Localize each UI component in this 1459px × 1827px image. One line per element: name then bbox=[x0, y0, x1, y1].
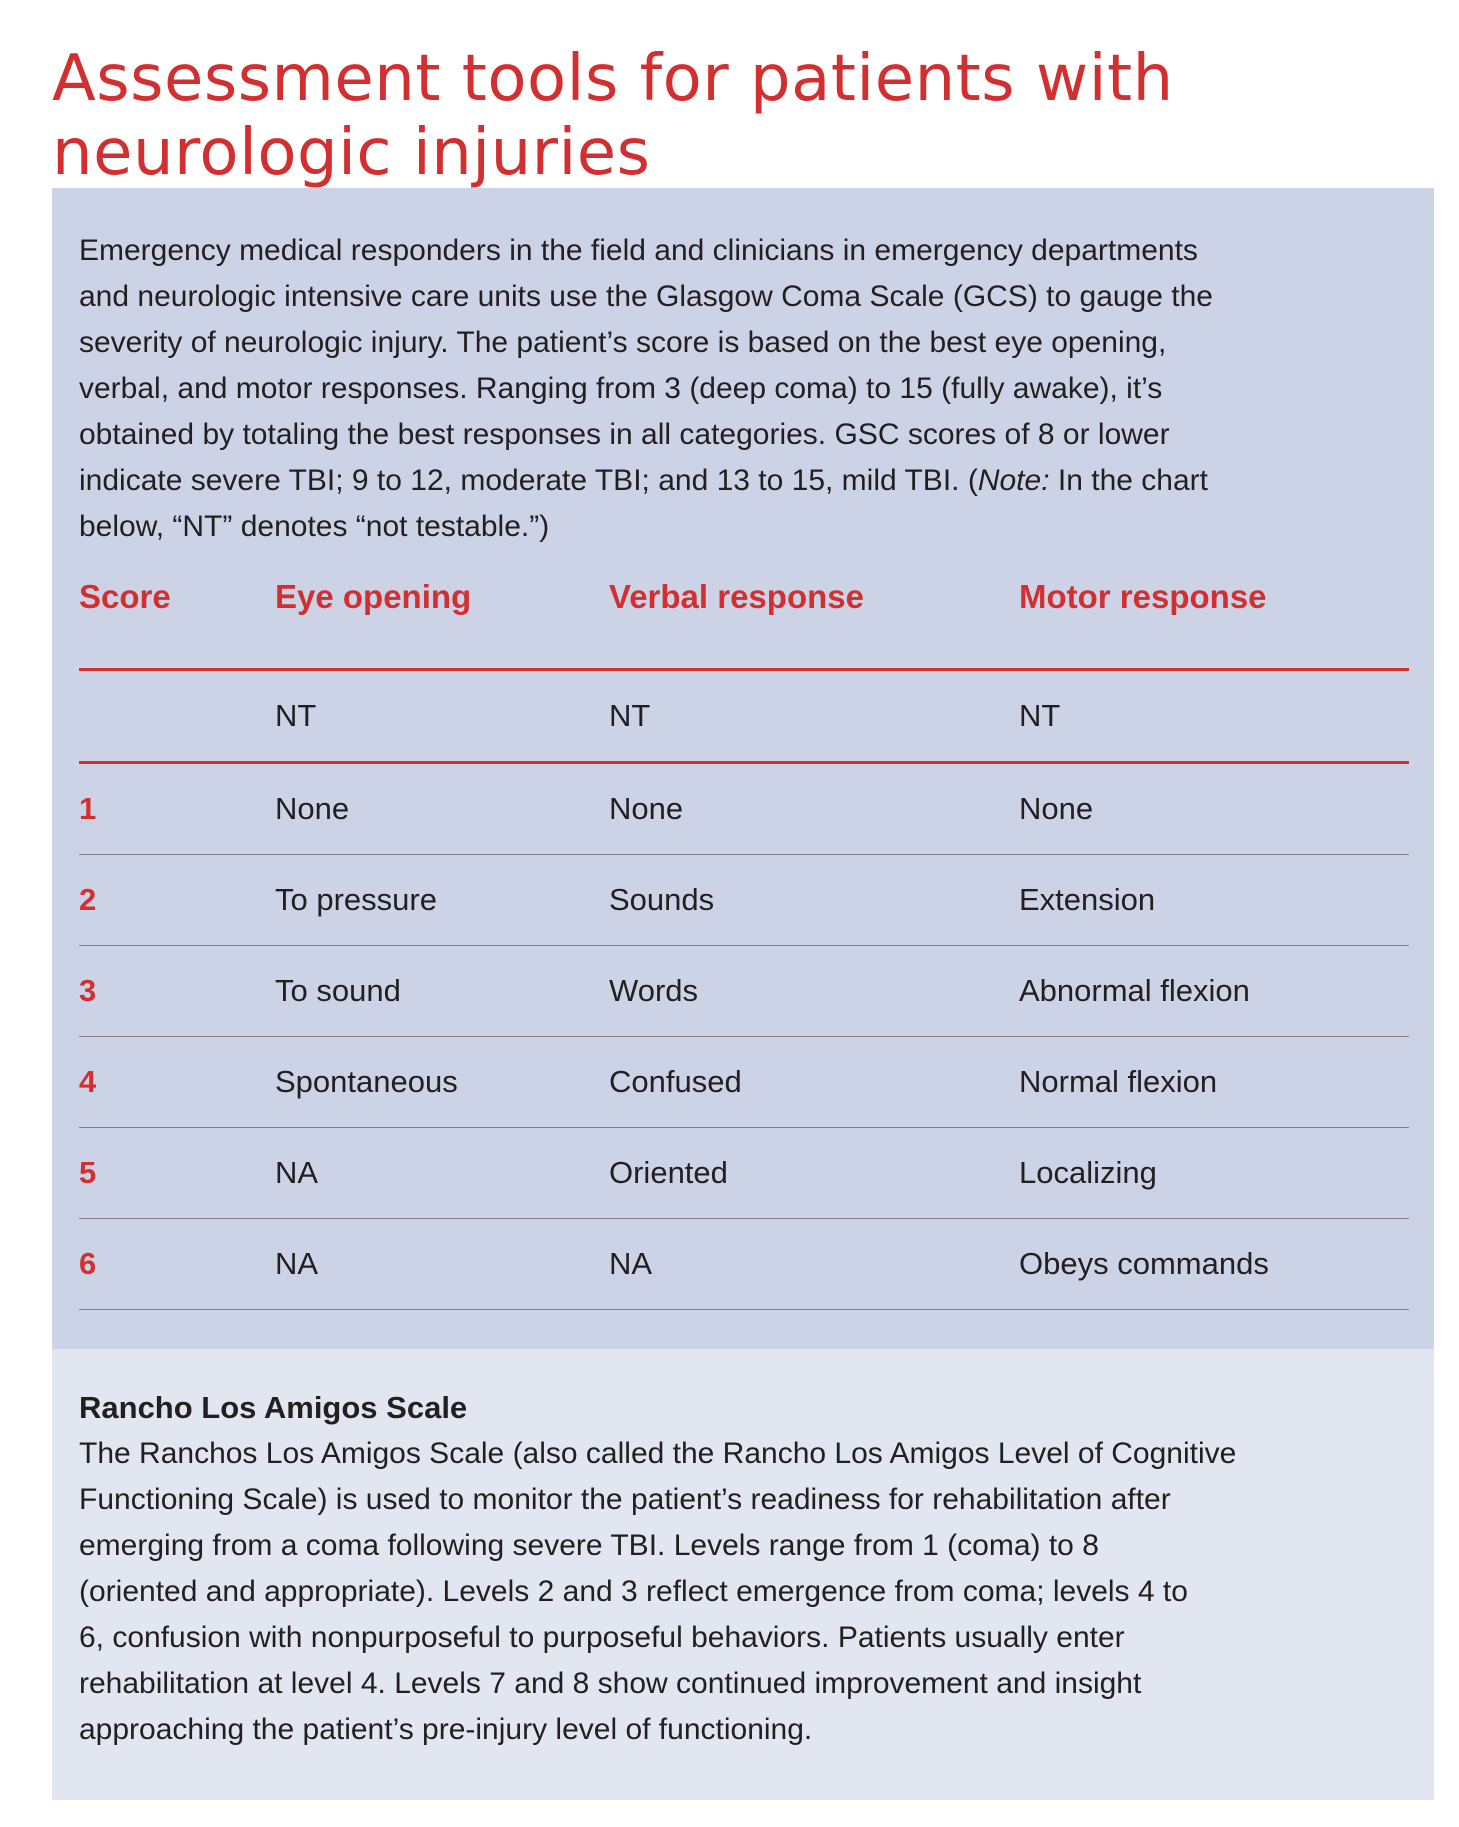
header-motor-response: Motor response bbox=[1019, 578, 1409, 670]
cell-score: 4 bbox=[79, 1037, 275, 1128]
cell-eye: To sound bbox=[275, 946, 609, 1037]
header-eye-opening: Eye opening bbox=[275, 578, 609, 670]
table-row bbox=[79, 855, 1409, 946]
intro-text-start: Emergency medical responders in the field and clinicians in emergency departments and neurologic intensive care units use the Glasgow Coma Scale (GCS) to gauge the severity of neurologic injury. The patient’s score is based on the best eye opening, verbal, and motor responses. Ranging from 3 (deep coma) to 15 (fully awake), it’s obtained by totaling the best responses in all categories. GSC scores of 8 or lower indicate severe TBI; 9 to 12, moderate TBI; and 13 to 15, mild TBI. ( bbox=[79, 234, 1213, 497]
cell-motor: Abnormal flexion bbox=[1019, 946, 1409, 1037]
cell-verbal: None bbox=[609, 763, 1019, 855]
cell-eye: NT bbox=[275, 670, 609, 763]
cell-motor: Localizing bbox=[1019, 1128, 1409, 1219]
cell-score: 2 bbox=[79, 855, 275, 946]
cell-motor: Normal flexion bbox=[1019, 1037, 1409, 1128]
table-row-nt bbox=[79, 670, 1409, 763]
page-title: Assessment tools for patients with neurologic injuries bbox=[52, 42, 1174, 190]
intro-text-end: In the chart below, “NT” denotes “not testable.”) bbox=[79, 464, 1208, 543]
table-header-row bbox=[79, 578, 1409, 670]
cell-motor: None bbox=[1019, 763, 1409, 855]
cell-motor: Extension bbox=[1019, 855, 1409, 946]
intro-note-label: Note: bbox=[977, 464, 1050, 497]
cell-verbal: NT bbox=[609, 670, 1019, 763]
header-verbal-response: Verbal response bbox=[609, 578, 1019, 670]
table-row bbox=[79, 1219, 1409, 1310]
rancho-paragraph: The Ranchos Los Amigos Scale (also called the Rancho Los Amigos Level of Cognitive Functioning Scale) is used to monitor the patient’s readiness for rehabilitation after emerging from a coma following severe TBI. Levels range from 1 (coma) to 8 (oriented and appropriate). Levels 2 and 3 reflect emergence from coma; levels 4 to 6, confusion with nonpurposeful to purposeful behaviors. Patients usually enter rehabilitation at level 4. Levels 7 and 8 show continued improvement and insight approaching the patient’s pre-injury level of functioning. bbox=[79, 1437, 1237, 1746]
cell-eye: NA bbox=[275, 1219, 609, 1310]
cell-eye: NA bbox=[275, 1128, 609, 1219]
cell-verbal: Words bbox=[609, 946, 1019, 1037]
cell-eye: Spontaneous bbox=[275, 1037, 609, 1128]
cell-score bbox=[79, 670, 275, 763]
cell-motor: Obeys commands bbox=[1019, 1219, 1409, 1310]
cell-motor: NT bbox=[1019, 670, 1409, 763]
cell-verbal: Sounds bbox=[609, 855, 1019, 946]
cell-verbal: NA bbox=[609, 1219, 1019, 1310]
table-row bbox=[79, 763, 1409, 855]
cell-eye: To pressure bbox=[275, 855, 609, 946]
header-score: Score bbox=[79, 578, 275, 670]
rancho-heading: Rancho Los Amigos Scale bbox=[79, 1390, 468, 1425]
table-row bbox=[79, 1037, 1409, 1128]
gcs-table bbox=[79, 578, 1409, 1310]
cell-score: 3 bbox=[79, 946, 275, 1037]
table-row bbox=[79, 946, 1409, 1037]
cell-verbal: Oriented bbox=[609, 1128, 1019, 1219]
cell-score: 5 bbox=[79, 1128, 275, 1219]
table-row bbox=[79, 1128, 1409, 1219]
cell-verbal: Confused bbox=[609, 1037, 1019, 1128]
cell-score: 6 bbox=[79, 1219, 275, 1310]
gcs-intro-paragraph bbox=[79, 228, 1419, 550]
cell-eye: None bbox=[275, 763, 609, 855]
cell-score: 1 bbox=[79, 763, 275, 855]
